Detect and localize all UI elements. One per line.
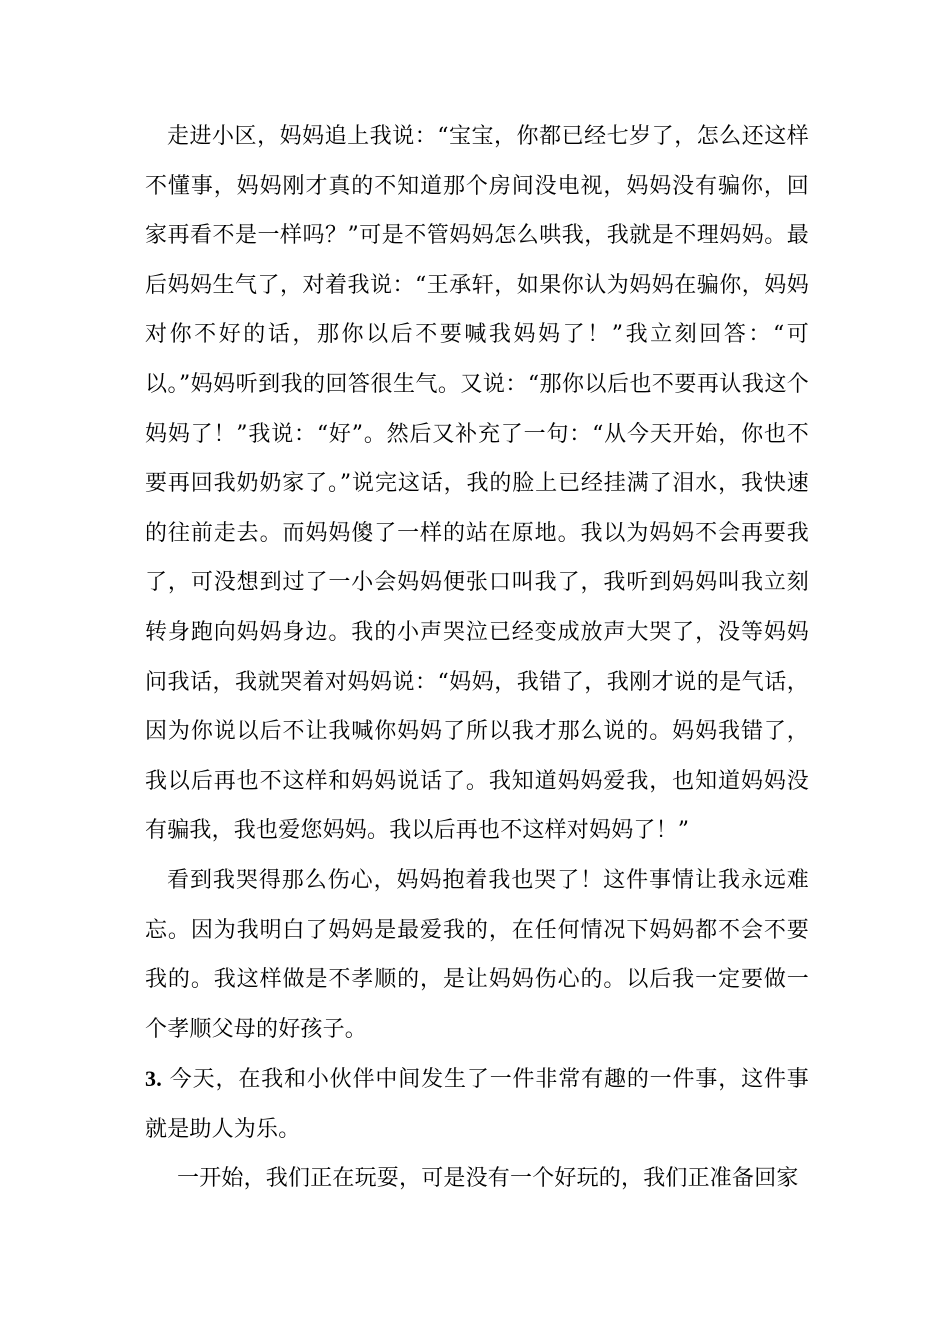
paragraph-text: 看到我哭得那么伤心，妈妈抱着我也哭了！这件事情让我永远难忘。因为我明白了妈妈是最爱我的，在任何情况下妈妈都不会不要我的。我这样做是不孝顺的，是让妈妈伤心的。以后我一定要做一个孝顺父母的好孩子。	[145, 867, 809, 1042]
paragraph-story-dialogue	[145, 112, 809, 856]
paragraph-text: 走进小区，妈妈追上我说：“宝宝，你都已经七岁了，怎么还这样不懂事，妈妈刚才真的不知道那个房间没电视，妈妈没有骗你，回家再看不是一样吗？”可是不管妈妈怎么哄我，我就是不理妈妈。最后妈妈生气了，对着我说：“王承轩，如果你认为妈妈在骗你，妈妈对你不好的话，那你以后不要喊我妈妈了！”我立刻回答：“可以。”妈妈听到我的回答很生气。又说：“那你以后也不要再认我这个妈妈了！”我说：“好”。然后又补充了一句：“从今天开始，你也不要再回我奶奶家了。”说完这话，我的脸上已经挂满了泪水，我快速的往前走去。而妈妈傻了一样的站在原地。我以为妈妈不会再要我了，可没想到过了一小会妈妈便张口叫我了，我听到妈妈叫我立刻转身跑向妈妈身边。我的小声哭泣已经变成放声大哭了，没等妈妈问我话，我就哭着对妈妈说：“妈妈，我错了，我刚才说的是气话，因为你说以后不让我喊你妈妈了所以我才那么说的。妈妈我错了，我以后再也不这样和妈妈说话了。我知道妈妈爱我，也知道妈妈没有骗我，我也爱您妈妈。我以后再也不这样对妈妈了！”	[145, 124, 809, 844]
paragraph-reflection	[145, 856, 809, 1054]
paragraph-numbered-item	[145, 1054, 809, 1154]
document-page	[145, 112, 809, 1204]
paragraph-text: 今天，在我和小伙伴中间发生了一件非常有趣的一件事，这件事就是助人为乐。	[145, 1067, 809, 1142]
paragraph-text: 一开始，我们正在玩耍，可是没有一个好玩的，我们正准备回家	[177, 1166, 799, 1192]
item-number: 3.	[145, 1066, 162, 1092]
paragraph-continuation	[145, 1154, 809, 1204]
